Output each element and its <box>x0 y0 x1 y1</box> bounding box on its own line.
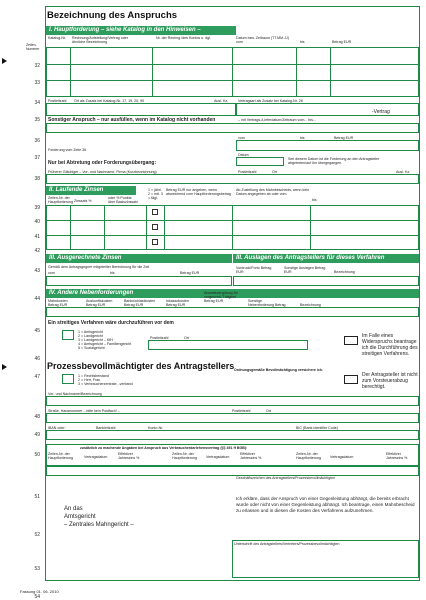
col-betrag: Betrag EUR <box>332 40 352 44</box>
forderung-zeile: Forderung vom Zeile 36 <box>48 148 87 152</box>
unterschrift-label: Unterschrift des Antragstellers/Vertreters/Prozessbevollmächtigten <box>234 542 340 546</box>
line-number: 41 <box>34 234 40 240</box>
address-line-1: An das <box>64 506 83 512</box>
interval-box-2[interactable] <box>152 224 158 230</box>
interval-box-3[interactable] <box>152 239 158 245</box>
fassung: Fassung 01. 06. 2010 <box>20 589 59 594</box>
col-rechnung: Rechnung/Aufstellung/Vertrag oder ähnliche Bezeichnung <box>72 36 128 44</box>
ausgerechnete-field[interactable] <box>46 276 232 286</box>
line-number: 43 <box>34 268 40 274</box>
abtretung-note: Seit diesem Datum ist die Forderung an den Antragsteller abgetreten/auf ihn übergegangen. <box>288 157 380 165</box>
col-datum: Datum bzw. Zeitraum (TT.MM.JJ) vom <box>236 36 289 44</box>
section-nebenforderungen: IV. Andere Nebenforderungen <box>46 289 419 298</box>
auslagen-field[interactable] <box>233 276 419 286</box>
vertrag-suffix: -Vertrag <box>372 109 390 115</box>
line-number: 52 <box>34 532 40 538</box>
strasse-field[interactable] <box>46 413 419 423</box>
ort-zusatz-label: Ort als Zusatz bei Katalog-Nr. 17, 19, 20, 90 <box>74 99 145 103</box>
line-number: 33 <box>34 80 40 86</box>
col-katalog: Katalog-Nr. <box>48 36 66 40</box>
line-number: 44 <box>34 296 40 302</box>
line-number: 50 <box>34 452 40 458</box>
pz-label: Postleitzahl <box>48 99 67 103</box>
bevoll-name-field[interactable] <box>46 396 419 406</box>
gericht-select[interactable] <box>62 330 74 340</box>
line-number: 54 <box>34 594 40 600</box>
line-number: 53 <box>34 566 40 572</box>
bevoll-type-select[interactable] <box>62 374 74 384</box>
address-line-2: Amtsgericht <box>64 514 96 520</box>
sonstiger-label: Sonstiger Anspruch – nur ausfüllen, wenn im Katalog nicht vorhanden <box>48 117 216 123</box>
widerspruch-checkbox[interactable] <box>344 336 358 345</box>
line-number: 39 <box>34 205 40 211</box>
line-number: 34 <box>34 100 40 106</box>
line-number: 37 <box>34 155 40 161</box>
erklaerung-text: Ich erkläre, dass der Anspruch von einer Gegenleistung abhängt, die bereits erbracht wurde oder nicht von einer Gegenleistung abhängt. Ich beantrage, einen Mahnbescheid zu erlassen und in diesen die Kosten des Verfahrens aufzunehmen. <box>236 496 415 513</box>
line-number: 38 <box>34 176 40 182</box>
vorsteuer-text: Der Antragsteller ist nicht zum Vorsteuerabzug berechtigt. <box>362 372 418 390</box>
iban-field[interactable] <box>46 430 419 440</box>
abtretung-datum[interactable] <box>236 157 284 166</box>
line-number-header: Zeilen-Nummer <box>26 43 40 51</box>
geschaeftszeichen-field[interactable] <box>46 466 419 476</box>
col-bis: bis <box>300 40 305 44</box>
line-number: 40 <box>34 219 40 225</box>
address-line-3: – Zentrales Mahngericht – <box>64 522 134 528</box>
line-number: 32 <box>34 63 40 69</box>
abtretung-label: Nur bei Abtretung oder Forderungsübergang: <box>48 160 157 166</box>
section-laufende-zinsen: II. Laufende Zinsen <box>46 186 136 195</box>
section-ausgerechnete-zinsen: III. Ausgerechnete Zinsen <box>46 254 232 263</box>
bevoll-sub: Ordnungsgemäße Bevollmächtigung versichere ich. <box>234 368 324 372</box>
section-hauptforderung: I. Hauptforderung – siehe Katalog in den Hinweisen – <box>46 26 236 35</box>
line-number: 36 <box>34 138 40 144</box>
ort-zusatz-field[interactable] <box>46 103 236 116</box>
line-number: 51 <box>34 494 40 500</box>
ausl-kz-label: Ausl. Kz. <box>214 99 229 103</box>
frueherer-glaeubiger-field[interactable] <box>46 174 419 184</box>
nebenforderungen-field[interactable] <box>46 307 419 317</box>
vorsteuer-checkbox[interactable] <box>344 375 358 384</box>
line-number: 46 <box>34 356 40 362</box>
streit-label: Ein streitiges Verfahren wäre durchzuführen vor dem <box>48 320 174 326</box>
interval-box-1[interactable] <box>152 209 158 215</box>
line-number: 47 <box>34 374 40 380</box>
section-auslagen: III. Auslagen des Antragstellers für dieses Verfahren <box>233 254 419 263</box>
gericht-ort-field[interactable] <box>148 340 308 350</box>
line-number: 48 <box>34 414 40 420</box>
sonstiger-betrag-field[interactable] <box>236 140 419 151</box>
sonstiger-sub: – mit Vertrags-/Lieferdatum/Zeitraum vom... bis... <box>238 118 316 122</box>
bevoll-title: Prozessbevollmächtigter des Antragstellers <box>47 361 235 371</box>
vertragsart-field[interactable] <box>236 103 419 116</box>
fold-marker-bottom <box>2 364 7 370</box>
page-title: Bezeichnung des Anspruchs <box>47 10 178 21</box>
line-number: 42 <box>34 248 40 254</box>
line-number: 45 <box>34 328 40 334</box>
col-nr: Nr. der Rechng./des Kontos u. dgl. <box>156 36 211 40</box>
vertragsart-label: Vertragsart als Zusatz bei Katalog-Nr. 28 <box>238 99 303 103</box>
sonstiger-field[interactable] <box>46 123 419 133</box>
widerspruch-text: Im Falle eines Widerspruchs beantrage ich die Durchführung des streitigen Verfahrens. <box>362 333 418 357</box>
kredit-label: zusätzlich zu machende Angaben bei Anspruch aus Verbraucherdarlehensvertrag (§§ 491 ff BGB): <box>80 446 248 450</box>
line-number: 35 <box>34 117 40 123</box>
line-number: 49 <box>34 432 40 438</box>
